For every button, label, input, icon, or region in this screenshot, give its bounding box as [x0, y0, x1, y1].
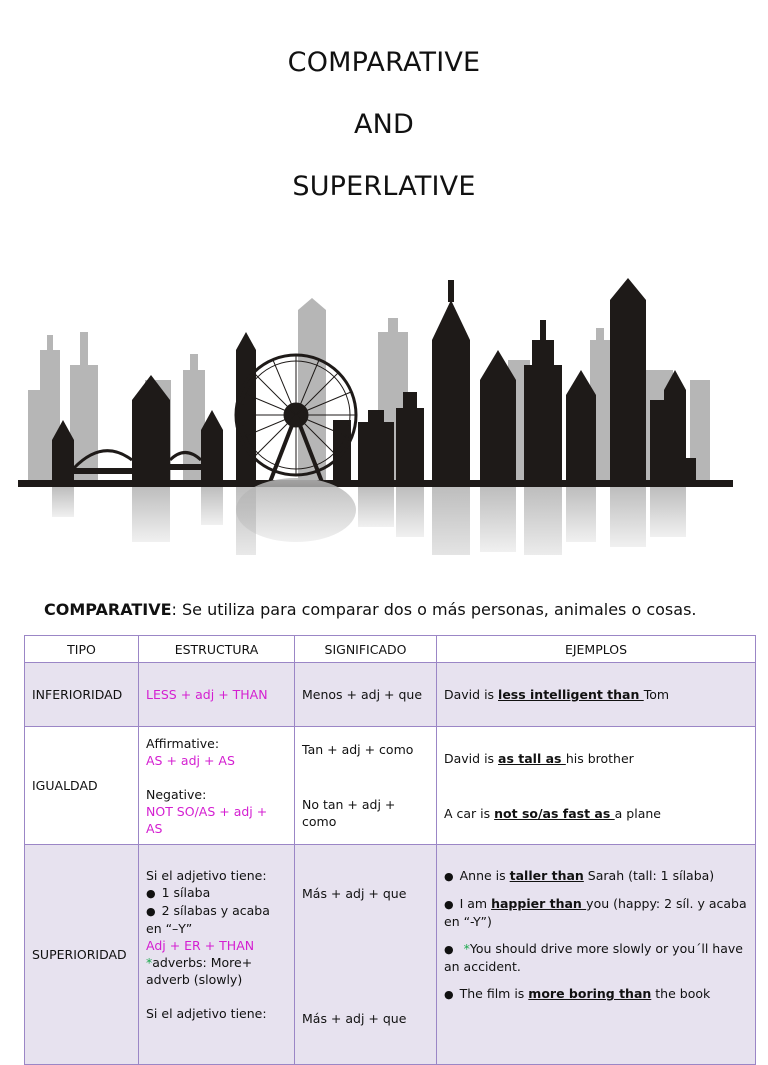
header-ejemplos: EJEMPLOS: [437, 636, 756, 663]
ejemplo-more-boring-than: [444, 985, 748, 1003]
significado-tan-como: Tan + adj + como: [302, 742, 414, 757]
ejemplo-taller-than: [444, 867, 748, 885]
ejemplo-text: you (happy: 2 síl. y acaba en “-Y”): [444, 896, 747, 929]
formula-adj-er-than: Adj + ER + THAN: [146, 938, 255, 953]
ejemplo-as-tall-as: [444, 750, 748, 767]
formula-not-so-as: NOT SO/AS + adj + AS: [146, 803, 268, 836]
header-tipo: TIPO: [25, 636, 139, 663]
significado-mas-que-1: Más + adj + que: [302, 886, 407, 901]
estructura-igualdad: [139, 727, 295, 845]
green-asterisk: *: [463, 941, 470, 956]
affirmative-label: Affirmative:: [146, 735, 220, 751]
ejemplo-highlight: less intelligent than: [498, 687, 644, 702]
ejemplo-text: I am: [459, 896, 492, 911]
tipo-inferioridad: INFERIORIDAD: [25, 663, 139, 727]
ejemplo-happier-than: [444, 895, 748, 930]
formula-less-than: LESS + adj + THAN: [146, 687, 268, 702]
ejemplos-superioridad: [437, 845, 756, 1065]
significado-no-tan-como: No tan + adj + como: [302, 797, 396, 829]
ejemplo-text: You should drive more slowly or you´ll have an accident.: [444, 941, 743, 974]
ejemplo-highlight: taller than: [509, 868, 584, 883]
comparative-term: COMPARATIVE: [44, 600, 172, 619]
header-estructura: ESTRUCTURA: [139, 636, 295, 663]
adverbs-text: adverbs: More+ adverb (slowly): [146, 955, 253, 987]
ejemplo-text: A car is: [444, 805, 495, 821]
ejemplo-text: the book: [651, 986, 711, 1001]
estructura-superioridad: [139, 845, 295, 1065]
ejemplo-inferioridad: [437, 663, 756, 727]
ejemplo-text: David is: [444, 750, 499, 766]
significado-inferioridad: Menos + adj + que: [295, 663, 437, 727]
ejemplo-highlight: not so/as fast as: [494, 805, 615, 821]
tipo-superioridad: SUPERIORIDAD: [25, 845, 139, 1065]
comparative-definition: [44, 600, 764, 619]
negative-label: Negative:: [146, 786, 207, 802]
city-skyline-illustration: [0, 270, 768, 555]
estructura-intro-2: Si el adjetivo tiene:: [146, 1006, 267, 1021]
ejemplo-text: Tom: [643, 687, 670, 702]
title-line-3: SUPERLATIVE: [292, 171, 476, 197]
tipo-igualdad: IGUALDAD: [25, 727, 139, 845]
ejemplo-highlight: as tall as: [498, 750, 566, 766]
header-significado: SIGNIFICADO: [295, 636, 437, 663]
bullet-2-silabas: ● 2 sílabas y acaba en “–Y”: [146, 902, 287, 937]
significado-igualdad: [295, 727, 437, 845]
table-header-row: [25, 636, 756, 663]
ejemplo-text: Anne is: [459, 868, 510, 883]
ejemplo-text: a plane: [614, 805, 661, 821]
ejemplo-text: David is: [444, 687, 499, 702]
adverbs-note: [146, 954, 287, 988]
estructura-intro: Si el adjetivo tiene:: [146, 868, 267, 883]
skyline-reflection: [52, 478, 686, 555]
row-igualdad: [25, 727, 756, 845]
ejemplo-highlight: happier than: [491, 896, 587, 911]
significado-superioridad: [295, 845, 437, 1065]
ejemplo-text: his brother: [565, 750, 634, 766]
ejemplo-text: The film is: [459, 986, 529, 1001]
estructura-inferioridad: [139, 663, 295, 727]
formula-as-as: AS + adj + AS: [146, 752, 235, 768]
row-inferioridad: [25, 663, 756, 727]
comparative-definition-text: : Se utiliza para comparar dos o más personas, animales o cosas.: [171, 600, 697, 619]
title-line-1: COMPARATIVE: [287, 47, 481, 78]
ejemplo-text: Sarah (tall: 1 sílaba): [583, 868, 715, 883]
foreground-buildings: [18, 278, 733, 487]
title-line-2: AND: [353, 109, 415, 140]
ejemplo-not-so-as-fast: [444, 805, 748, 822]
green-asterisk: *: [146, 955, 153, 970]
ejemplo-highlight: more boring than: [528, 986, 652, 1001]
bullet-1-silaba: ● 1 sílaba: [146, 884, 287, 902]
row-superioridad: [25, 845, 756, 1065]
ejemplos-igualdad: [437, 727, 756, 845]
ejemplo-drive-slowly: [444, 940, 748, 975]
significado-mas-que-2: Más + adj + que: [302, 1011, 407, 1026]
comparative-table: [24, 635, 756, 1065]
